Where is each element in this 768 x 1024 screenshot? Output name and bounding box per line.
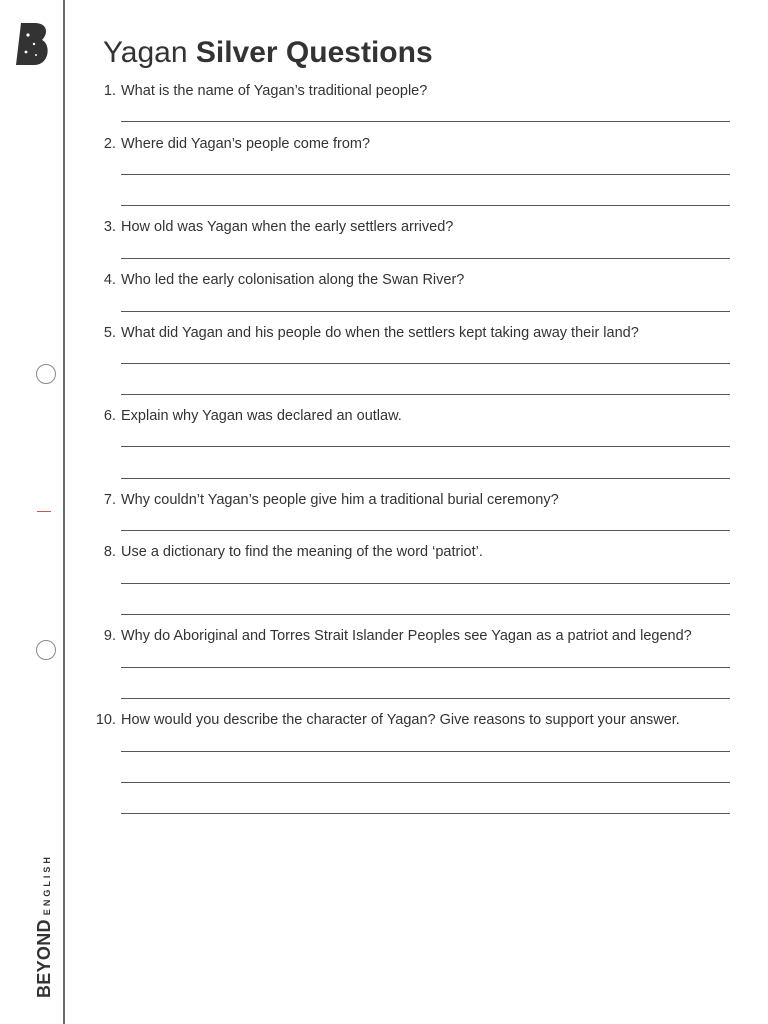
question-text: Why couldn’t Yagan’s people give him a traditional burial ceremony? bbox=[121, 492, 559, 508]
question-text: How would you describe the character of Yagan? Give reasons to support your answer. bbox=[121, 712, 680, 728]
answer-line[interactable] bbox=[121, 446, 730, 447]
question-number: 9. bbox=[103, 628, 116, 644]
fold-mark bbox=[37, 511, 51, 512]
brand-sub: ENGLISH bbox=[42, 854, 52, 916]
question-text: What did Yagan and his people do when the settlers kept taking away their land? bbox=[121, 325, 639, 341]
brand-wordmark bbox=[34, 854, 55, 998]
question-text: Who led the early colonisation along the Swan River? bbox=[121, 272, 465, 288]
question-number: 7. bbox=[103, 492, 116, 508]
answer-line[interactable] bbox=[121, 667, 730, 668]
question-number: 8. bbox=[103, 544, 116, 560]
answer-line[interactable] bbox=[121, 121, 730, 122]
answer-line[interactable] bbox=[121, 205, 730, 206]
page-title bbox=[103, 34, 433, 72]
answer-line[interactable] bbox=[121, 782, 730, 783]
title-bold: Silver Questions bbox=[195, 36, 433, 69]
question-number: 3. bbox=[103, 219, 116, 235]
answer-line[interactable] bbox=[121, 363, 730, 364]
answer-line[interactable] bbox=[121, 311, 730, 312]
question-number: 2. bbox=[103, 136, 116, 152]
punch-hole-marker bbox=[36, 640, 56, 660]
beyond-logo-icon bbox=[14, 22, 52, 66]
question-text: Explain why Yagan was declared an outlaw. bbox=[121, 408, 402, 424]
question-text: How old was Yagan when the early settlers arrived? bbox=[121, 219, 454, 235]
answer-line[interactable] bbox=[121, 813, 730, 814]
answer-line[interactable] bbox=[121, 614, 730, 615]
question-number: 4. bbox=[103, 272, 116, 288]
answer-line[interactable] bbox=[121, 530, 730, 531]
answer-line[interactable] bbox=[121, 751, 730, 752]
question-text: What is the name of Yagan’s traditional people? bbox=[121, 83, 428, 99]
answer-line[interactable] bbox=[121, 478, 730, 479]
question-text: Why do Aboriginal and Torres Strait Islander Peoples see Yagan as a patriot and legend? bbox=[121, 628, 692, 644]
question-text: Where did Yagan’s people come from? bbox=[121, 136, 371, 152]
brand-main: BEYOND bbox=[34, 919, 54, 998]
question-number: 6. bbox=[103, 408, 116, 424]
answer-line[interactable] bbox=[121, 698, 730, 699]
question-number: 5. bbox=[103, 325, 116, 341]
question-number: 10. bbox=[95, 712, 116, 728]
answer-line[interactable] bbox=[121, 583, 730, 584]
question-number: 1. bbox=[103, 83, 116, 99]
answer-line[interactable] bbox=[121, 258, 730, 259]
margin-rule bbox=[63, 0, 65, 1024]
answer-line[interactable] bbox=[121, 394, 730, 395]
question-text: Use a dictionary to find the meaning of the word ‘patriot’. bbox=[121, 544, 483, 560]
title-normal: Yagan bbox=[103, 36, 188, 69]
answer-line[interactable] bbox=[121, 174, 730, 175]
punch-hole-marker bbox=[36, 364, 56, 384]
